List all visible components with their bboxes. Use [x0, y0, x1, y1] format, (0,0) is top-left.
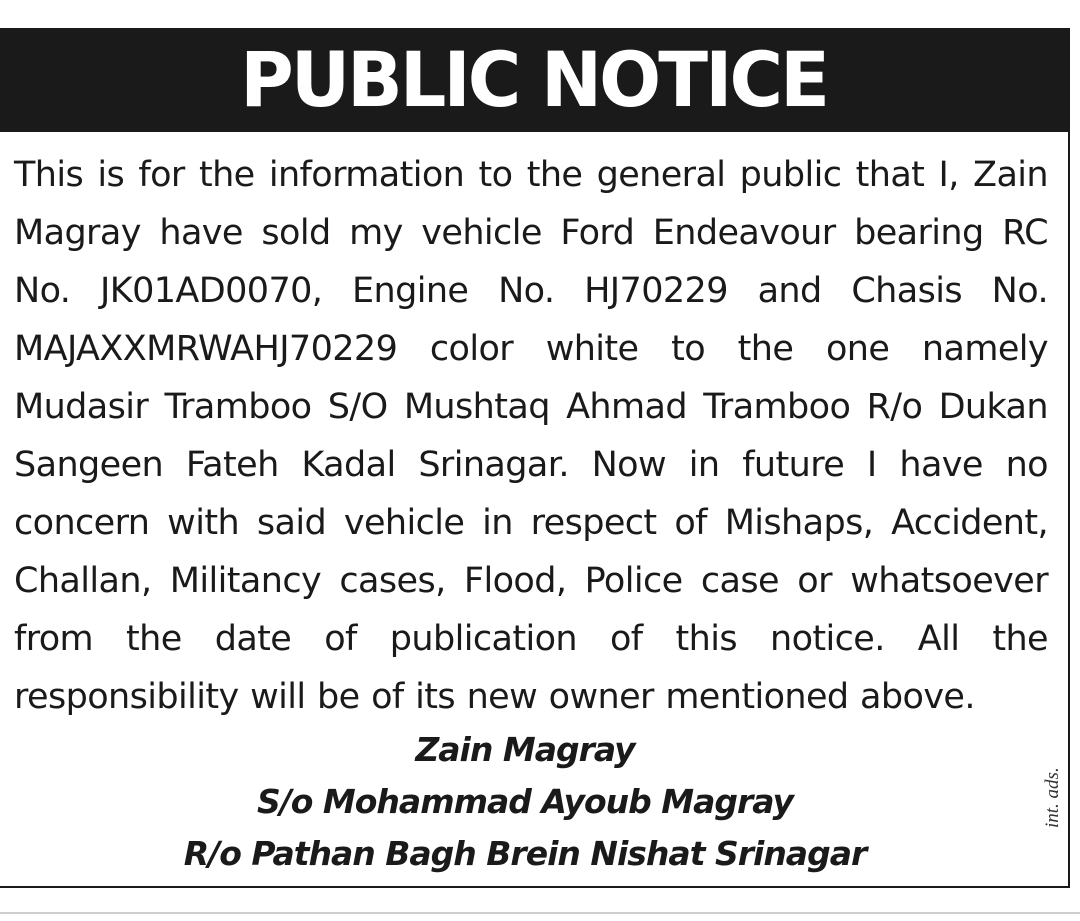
public-notice: [0, 28, 1070, 888]
signatory-address: R/o Pathan Bagh Brein Nishat Srinagar: [183, 834, 867, 873]
signature-block: [0, 724, 1050, 880]
signatory-name: Zain Magray: [415, 730, 635, 769]
ad-code-label: int. ads.: [1042, 767, 1063, 828]
page-divider: [0, 912, 1080, 914]
signatory-parentage: S/o Mohammad Ayoub Magray: [256, 782, 794, 821]
notice-title: PUBLIC NOTICE: [240, 35, 828, 124]
notice-body: This is for the information to the general public that I, Zain Magray have sold my vehicle Ford Endeavour bearing RC No. JK01AD0070, Engine No. HJ70229 and Chasis No. MAJAXXMRWAHJ70229 color white to the one namely Mudasir Tramboo S/O Mushtaq Ahmad Tramboo R/o Dukan Sangeen Fateh Kadal Srinagar. Now in future I have no concern with said vehicle in respect of Mishaps, Accident, Challan, Militancy cases, Flood, Police case or whatsoever from the date of publication of this notice. All the responsibility will be of its new owner mentioned above.: [14, 155, 1048, 717]
notice-header: [0, 28, 1068, 132]
